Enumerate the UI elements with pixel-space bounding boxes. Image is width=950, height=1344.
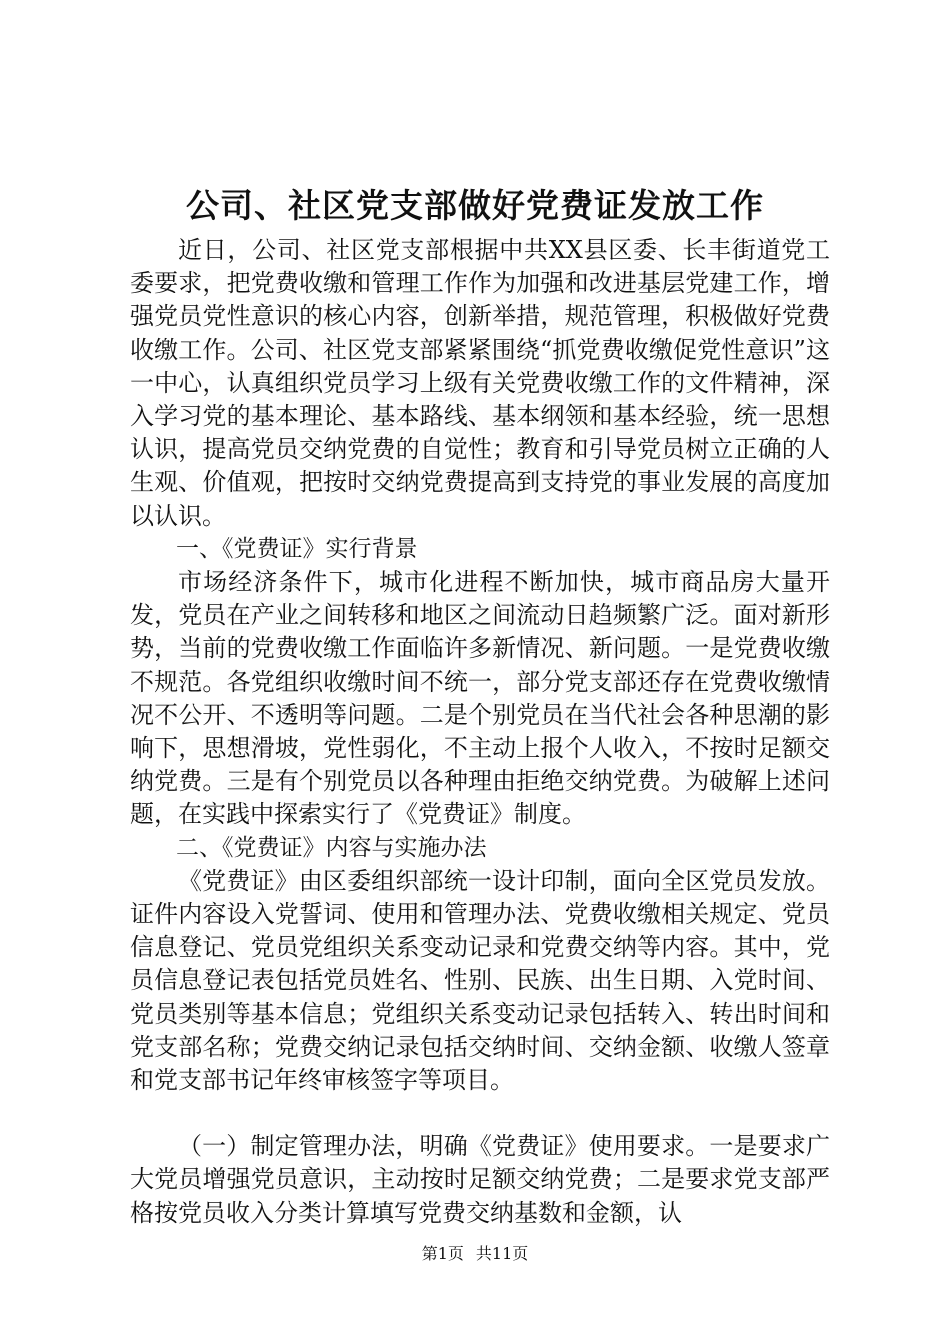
measures-paragraph: （一）制定管理办法，明确《党费证》使用要求。一是要求广大党员增强党员意识，主动按时足额交纳党费；二是要求党支部严格按党员收入分类计算填写党费交纳基数和金额，认 [130,1132,830,1227]
page-footer [0,1244,950,1264]
section-heading-1: 一、《党费证》实行背景 [176,535,418,562]
document-body [130,234,830,1230]
section-heading-2: 二、《党费证》内容与实施办法 [176,834,487,861]
background-paragraph: 市场经济条件下，城市化进程不断加快，城市商品房大量开发，党员在产业之间转移和地区之间流动日趋频繁广泛。面对新形势，当前的党费收缴工作面临许多新情况、新问题。一是党费收缴不规范。各党组织收缴时间不统一，部分党支部还存在党费收缴情况不公开、不透明等问题。二是个别党员在当代社会各种思潮的影响下，思想滑坡，党性弱化，不主动上报个人收入，不按时足额交纳党费。三是有个别党员以各种理由拒绝交纳党费。为破解上述问题，在实践中探索实行了《党费证》制度。 [130,568,830,829]
page-number: 第1页 [421,1244,464,1263]
content-paragraph: 《党费证》由区委组织部统一设计印制，面向全区党员发放。证件内容设入党誓词、使用和管理办法、党费收缴相关规定、党员信息登记、党员党组织关系变动记录和党费交纳等内容。其中，党员信息登记表包括党员姓名、性别、民族、出生日期、入党时间、党员类别等基本信息；党组织关系变动记录包括转入、转出时间和党支部名称；党费交纳记录包括交纳时间、交纳金额、收缴人签章和党支部书记年终审核签字等项目。 [130,866,830,1095]
document-title: 公司、社区党支部做好党费证发放工作 [186,186,764,225]
paragraph-spacer [130,1097,830,1130]
page-total: 共11页 [475,1244,529,1263]
intro-paragraph: 近日，公司、社区党支部根据中共XX县区委、长丰街道党工委要求，把党费收缴和管理工作作为加强和改进基层党建工作，增强党员党性意识的核心内容，创新举措，规范管理，积极做好党费收缴工作。公司、社区党支部紧紧围绕“抓党费收缴促党性意识”这一中心，认真组织党员学习上级有关党费收缴工作的文件精神，深入学习党的基本理论、基本路线、基本纲领和基本经验，统一思想认识，提高党员交纳党费的自觉性；教育和引导党员树立正确的人生观、价值观，把按时交纳党费提高到支持党的事业发展的高度加以认识。 [130,236,830,530]
